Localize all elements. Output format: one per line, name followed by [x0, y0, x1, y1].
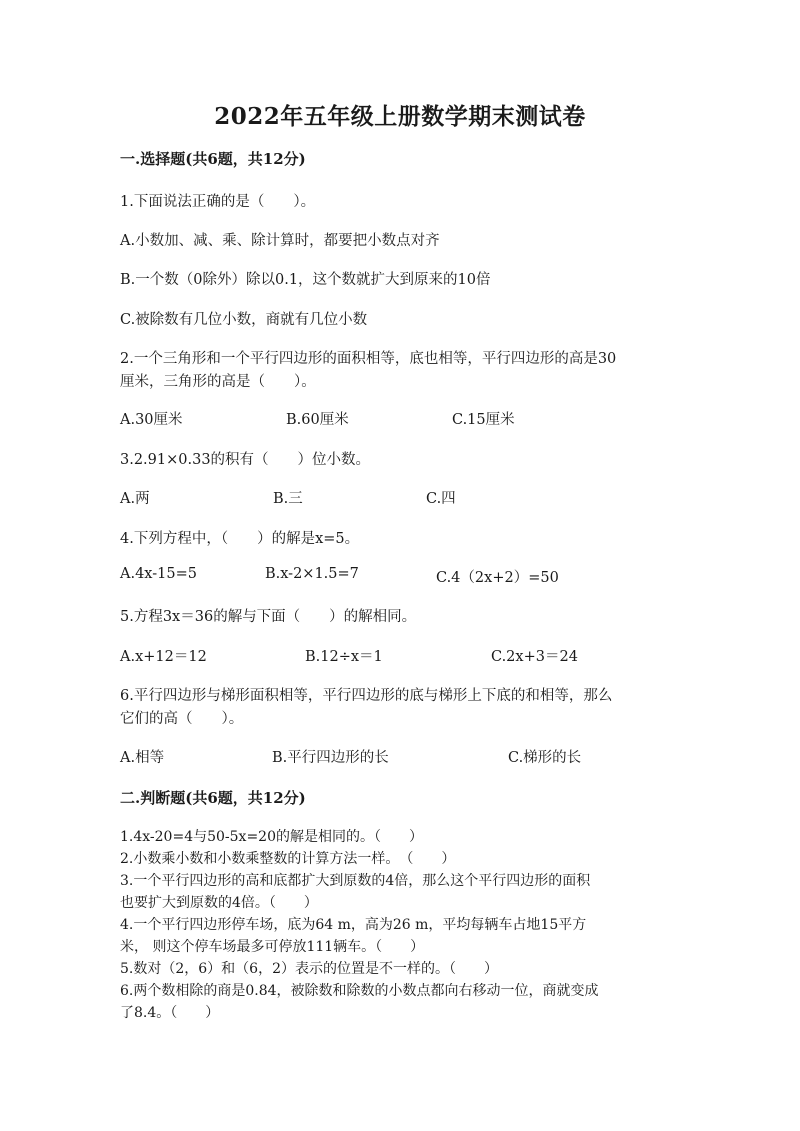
q3-option-a: A.两	[120, 491, 150, 507]
q6-option-c: C.梯形的长	[508, 750, 582, 766]
judge-item-6-line2: 了8.4。（ ）	[120, 1005, 220, 1021]
q1-option-b: B.一个数（0除外）除以0.1，这个数就扩大到原来的10倍	[120, 272, 491, 288]
section1-heading: 一.选择题(共6题，共12分)	[120, 150, 306, 168]
judge-item-4-line1: 4.一个平行四边形停车场，底为64 m，高为26 m，平均每辆车占地15平方	[120, 917, 587, 933]
q5-option-b: B.12÷x＝1	[305, 649, 383, 665]
q6-option-b: B.平行四边形的长	[272, 750, 389, 766]
q6-option-a: A.相等	[120, 750, 165, 766]
q5-option-a: A.x+12＝12	[120, 649, 207, 665]
q2-stem-line1: 2.一个三角形和一个平行四边形的面积相等，底也相等，平行四边形的高是30	[120, 351, 617, 367]
q3-stem: 3.2.91×0.33的积有（ ）位小数。	[120, 452, 371, 468]
judge-item-3-line1: 3.一个平行四边形的高和底都扩大到原数的4倍，那么这个平行四边形的面积	[120, 873, 591, 889]
judge-item-6-line1: 6.两个数相除的商是0.84，被除数和除数的小数点都向右移动一位，商就变成	[120, 983, 599, 999]
q1-option-c: C.被除数有几位小数，商就有几位小数	[120, 312, 368, 328]
page-title: 2022年五年级上册数学期末测试卷	[214, 103, 586, 130]
q6-stem-line2: 它们的高（ ）。	[120, 711, 244, 727]
q2-option-a: A.30厘米	[120, 412, 183, 428]
q2-option-b: B.60厘米	[286, 412, 349, 428]
q1-option-a: A.小数加、减、乘、除计算时，都要把小数点对齐	[120, 233, 440, 249]
q2-option-c: C.15厘米	[452, 412, 515, 428]
q5-option-c: C.2x+3＝24	[491, 649, 578, 665]
q5-stem: 5.方程3x＝36的解与下面（ ）的解相同。	[120, 609, 417, 625]
q4-stem: 4.下列方程中，（ ）的解是x=5。	[120, 531, 360, 547]
q2-stem-line2: 厘米，三角形的高是（ ）。	[120, 374, 316, 390]
q6-stem-line1: 6.平行四边形与梯形面积相等，平行四边形的底与梯形上下底的和相等，那么	[120, 688, 613, 704]
q1-stem: 1.下面说法正确的是（ ）。	[120, 194, 316, 210]
q4-option-c: C.4（2x+2）=50	[436, 570, 559, 586]
q4-option-b: B.x-2×1.5=7	[265, 566, 359, 582]
judge-item-3-line2: 也要扩大到原数的4倍。（ ）	[120, 895, 318, 911]
q4-option-a: A.4x-15=5	[120, 566, 197, 582]
judge-item-2: 2.小数乘小数和小数乘整数的计算方法一样。 （ ）	[120, 851, 456, 867]
section2-heading: 二.判断题(共6题，共12分)	[120, 789, 306, 807]
q3-option-c: C.四	[426, 491, 456, 507]
judge-item-5: 5.数对（2，6）和（6，2）表示的位置是不一样的。（ ）	[120, 961, 498, 977]
judge-item-1: 1.4x-20=4与50-5x=20的解是相同的。（ ）	[120, 829, 423, 845]
judge-item-4-line2: 米， 则这个停车场最多可停放111辆车。（ ）	[120, 939, 425, 955]
q3-option-b: B.三	[273, 491, 303, 507]
